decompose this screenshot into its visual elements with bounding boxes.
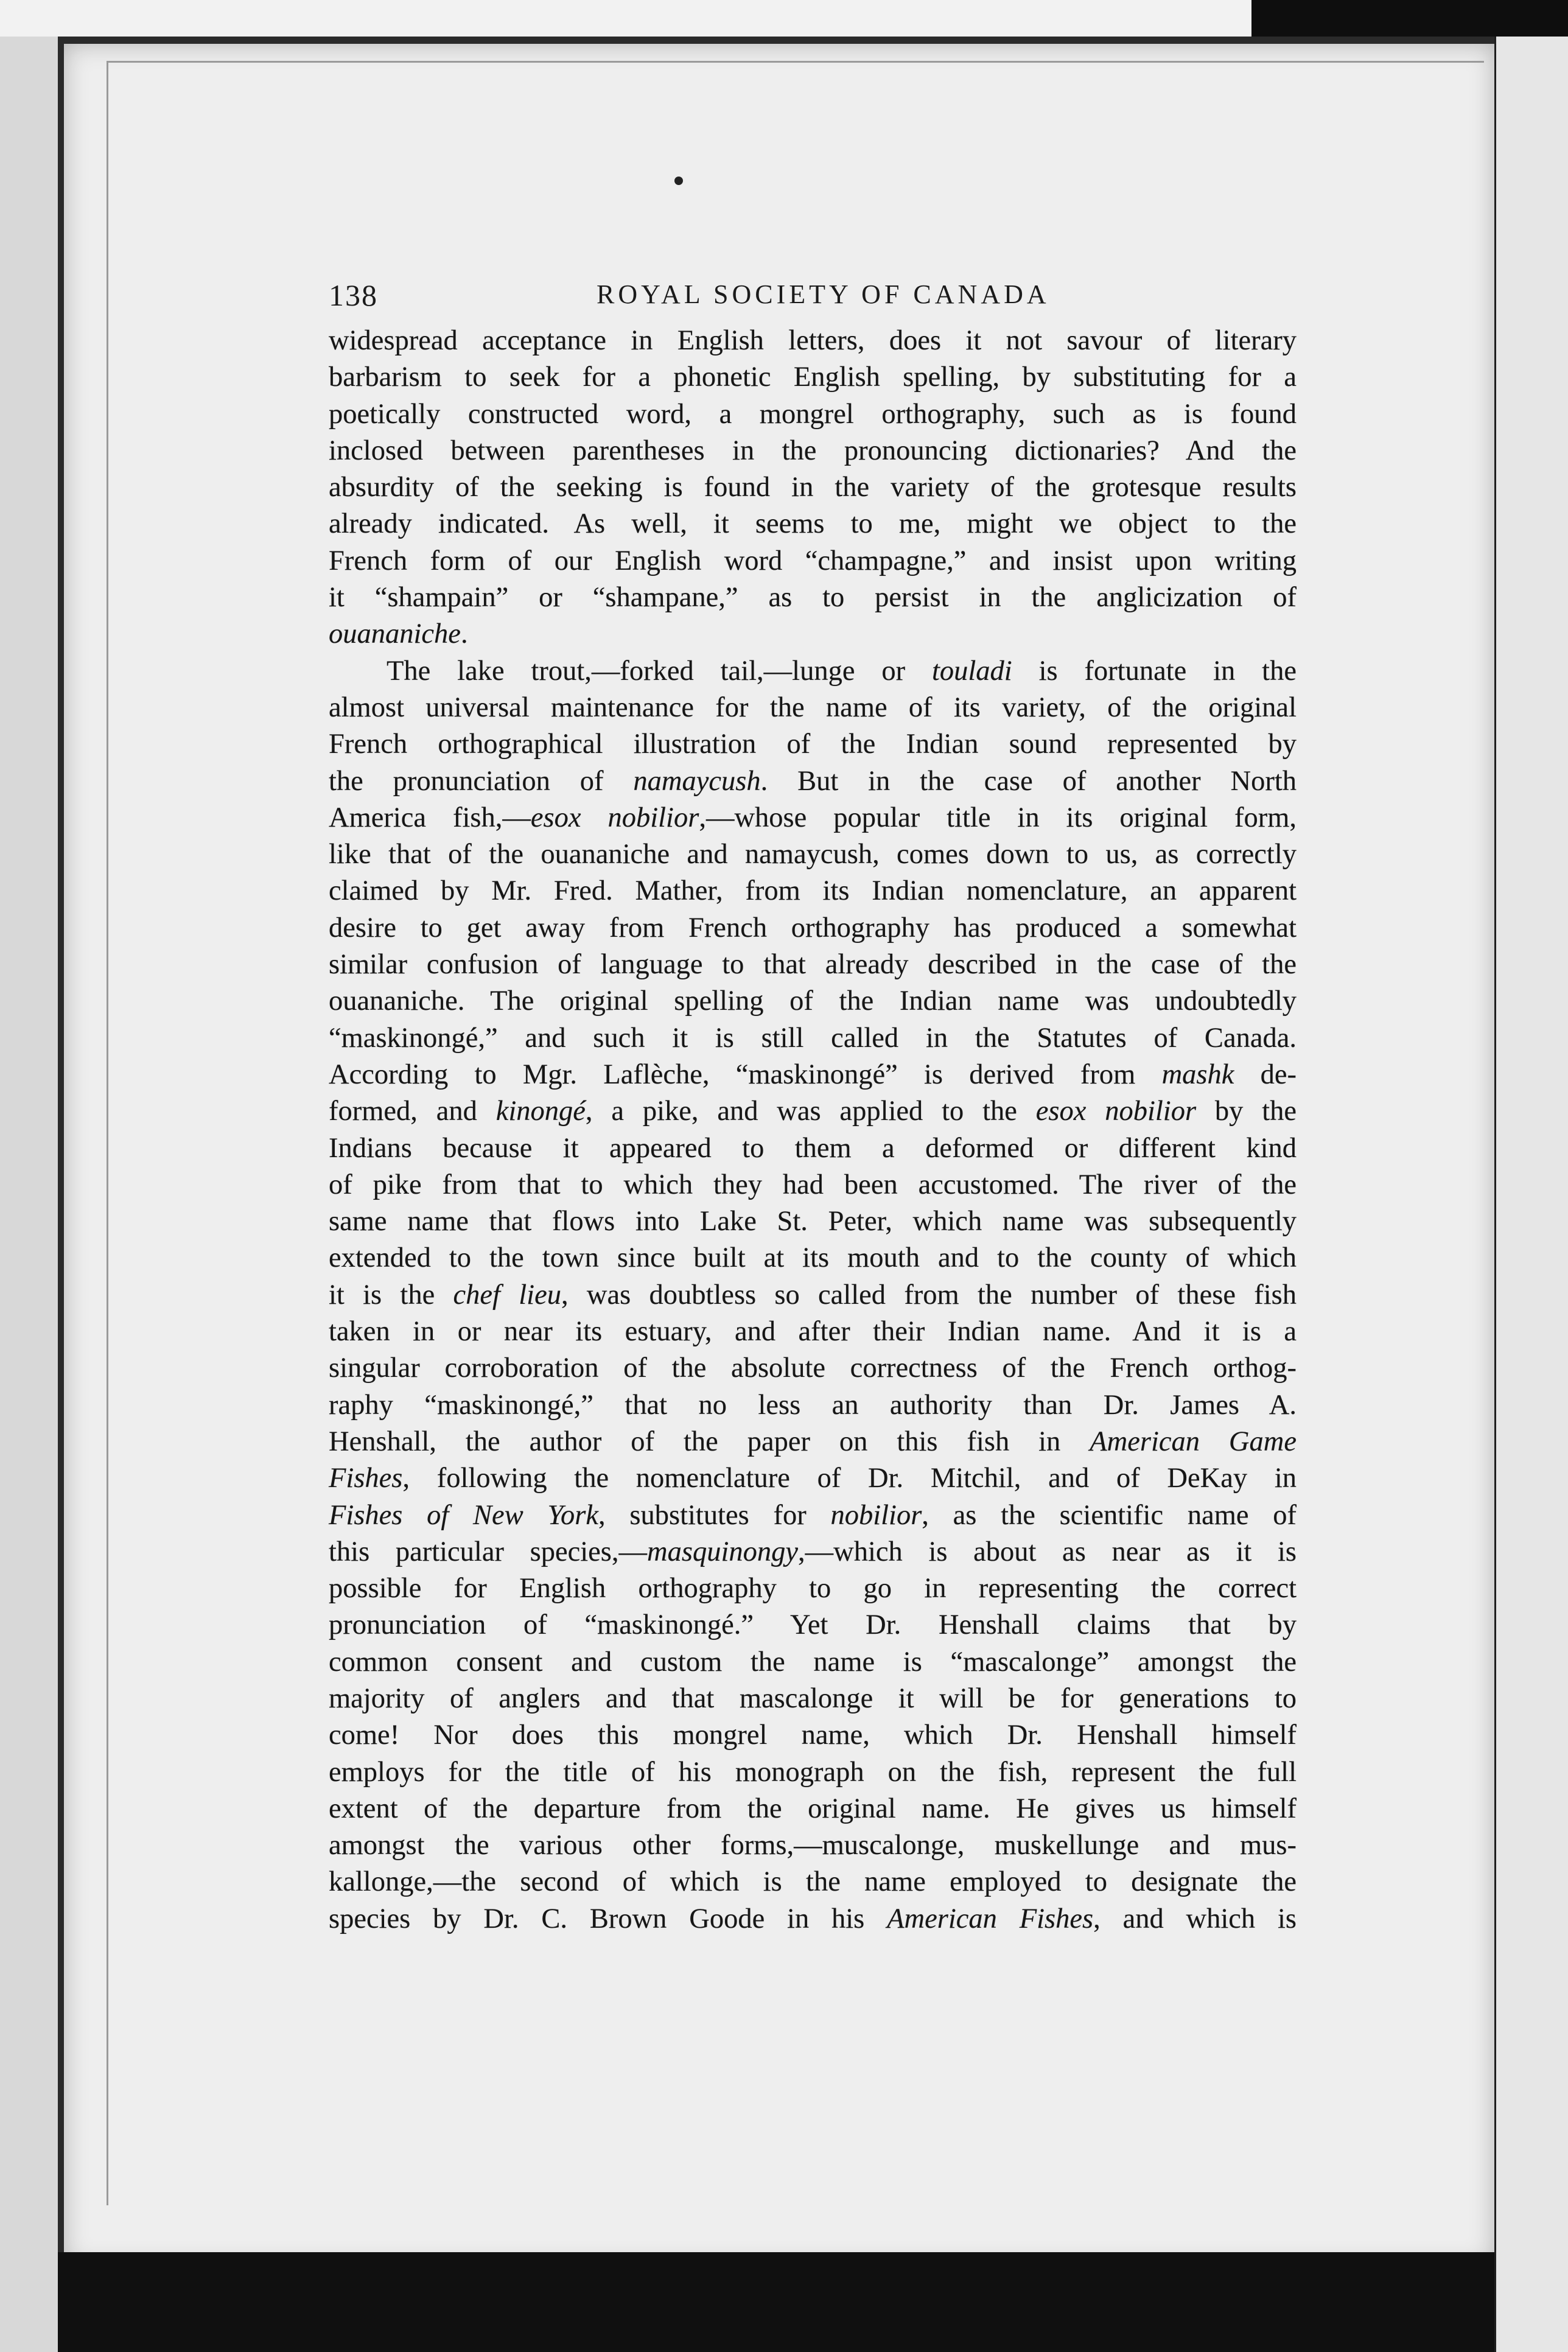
text-run: de-	[1234, 1059, 1297, 1090]
text-line	[329, 800, 1297, 836]
text-run: Henshall, the author of the paper on this fish in	[329, 1426, 1090, 1457]
text-run: taken in or near its estuary, and after their Indian name. And it is a	[329, 1316, 1297, 1348]
text-run: French orthographical illustration of the Indian sound represented by	[329, 729, 1297, 760]
text-run: inclosed between parentheses in the pronouncing dictionaries? And the	[329, 435, 1297, 466]
text-line	[329, 1827, 1297, 1864]
text-line	[329, 1314, 1297, 1350]
scan-bottom-margin	[58, 2252, 1494, 2352]
text-run: , and which is	[1093, 1903, 1297, 1934]
text-run: this particular species,—	[329, 1536, 648, 1567]
text-run: kallonge,—the second of which is the name employed to designate the	[329, 1866, 1297, 1898]
text-run: , a pike, and was applied to the	[585, 1096, 1036, 1127]
text-line	[329, 506, 1297, 542]
text-line	[329, 1424, 1297, 1460]
text-line	[329, 1607, 1297, 1643]
text-run: ,—whose popular title in its original form,	[699, 802, 1297, 833]
text-line	[329, 1754, 1297, 1791]
text-run: Indians because it appeared to them a deformed or different kind	[329, 1132, 1297, 1164]
text-line	[329, 1240, 1297, 1276]
text-run: of pike from that to which they had been accustomed. The river of the	[329, 1169, 1297, 1200]
text-line	[329, 543, 1297, 579]
text-run: the pronunciation of	[329, 765, 634, 797]
text-line	[329, 433, 1297, 469]
text-run: formed, and	[329, 1096, 496, 1127]
text-run: , substitutes for	[598, 1499, 831, 1531]
scan-left-margin	[0, 37, 61, 2352]
text-line	[329, 1460, 1297, 1497]
text-run: employs for the title of his monograph on the fish, represent the full	[329, 1756, 1297, 1788]
text-line	[329, 579, 1297, 616]
text-run: it is the	[329, 1279, 453, 1311]
text-line	[329, 1644, 1297, 1681]
page-number: 138	[329, 278, 378, 312]
text-run: . But in the case of another North	[760, 765, 1297, 797]
italic-text: touladi	[931, 655, 1012, 687]
text-line	[329, 1681, 1297, 1717]
text-run: species by Dr. C. Brown Goode in his	[329, 1903, 887, 1934]
text-line	[329, 873, 1297, 909]
text-run: amongst the various other forms,—muscalonge, muskellunge and mus-	[329, 1830, 1297, 1861]
text-run: , as the scientific name of	[922, 1499, 1297, 1531]
italic-text: Fishes	[329, 1463, 403, 1494]
text-run: widespread acceptance in English letters, does it not savour of literary	[329, 325, 1297, 356]
text-line	[329, 1534, 1297, 1570]
text-line	[329, 690, 1297, 726]
text-line	[329, 1167, 1297, 1203]
running-head: ROYAL SOCIETY OF CANADA	[597, 279, 1050, 309]
text-line	[329, 1901, 1297, 1937]
text-line	[329, 763, 1297, 800]
text-line	[329, 469, 1297, 506]
text-run: common consent and custom the name is “mascalonge” amongst the	[329, 1646, 1297, 1678]
text-run: , following the nomenclature of Dr. Mitchil, and of DeKay in	[402, 1463, 1297, 1494]
italic-text: masquinongy	[647, 1536, 799, 1567]
text-line	[329, 1020, 1297, 1057]
text-line	[329, 323, 1297, 359]
text-run: absurdity of the seeking is found in the variety of the grotesque results	[329, 472, 1297, 503]
text-run: desire to get away from French orthography has produced a somewhat	[329, 912, 1297, 943]
text-run: , was doubtless so called from the number of these fish	[561, 1279, 1297, 1311]
text-line	[329, 1570, 1297, 1607]
text-line	[329, 1497, 1297, 1534]
text-line	[329, 1130, 1297, 1167]
text-line	[329, 396, 1297, 433]
text-run: same name that flows into Lake St. Peter, which name was subsequently	[329, 1206, 1297, 1237]
italic-text: American Fishes	[887, 1903, 1094, 1934]
italic-text: namaycush	[633, 765, 761, 797]
text-run: it “shampain” or “shampane,” as to persist in the anglicization of	[329, 582, 1297, 614]
text-run: singular corroboration of the absolute correctness of the French orthog-	[329, 1353, 1297, 1384]
text-line	[329, 653, 1297, 690]
text-run: extent of the departure from the original name. He gives us himself	[329, 1793, 1297, 1824]
body-text	[329, 323, 1297, 1937]
text-line	[329, 1717, 1297, 1754]
text-line	[329, 1387, 1297, 1424]
text-run: barbarism to seek for a phonetic English spelling, by substituting for a	[329, 362, 1297, 393]
italic-text: ouananiche	[329, 618, 461, 650]
text-run: According to Mgr. Laflèche, “maskinongé” is derived from	[329, 1059, 1162, 1090]
text-run: almost universal maintenance for the name of its variety, of the original	[329, 691, 1297, 723]
italic-text: chef lieu	[453, 1279, 561, 1311]
text-line	[329, 910, 1297, 947]
text-run: pronunciation of “maskinongé.” Yet Dr. Henshall claims that by	[329, 1609, 1297, 1641]
text-line	[329, 1093, 1297, 1130]
text-line	[329, 1864, 1297, 1900]
ink-speck	[674, 177, 683, 185]
text-run: similar confusion of language to that already described in the case of the	[329, 949, 1297, 981]
text-run: poetically constructed word, a mongrel orthography, such as is found	[329, 398, 1297, 430]
text-run: majority of anglers and that mascalonge it will be for generations to	[329, 1682, 1297, 1714]
text-run: extended to the town since built at its mouth and to the county of which	[329, 1242, 1297, 1274]
text-line	[329, 1350, 1297, 1387]
text-line	[329, 359, 1297, 396]
italic-text: kinongé	[495, 1096, 586, 1127]
text-run: come! Nor does this mongrel name, which Dr. Henshall himself	[329, 1720, 1297, 1751]
text-run: raphy “maskinongé,” that no less an authority than Dr. James A.	[329, 1389, 1297, 1421]
text-run: like that of the ouananiche and namaycush, comes down to us, as correctly	[329, 839, 1297, 870]
text-line	[329, 726, 1297, 763]
italic-text: esox nobilior	[530, 802, 699, 833]
text-run: possible for English orthography to go in representing the correct	[329, 1573, 1297, 1605]
adjacent-page-edge	[1491, 37, 1568, 2352]
italic-text: American Game	[1090, 1426, 1297, 1457]
text-run: .	[460, 618, 468, 650]
page-header	[329, 278, 1303, 320]
text-run: French form of our English word “champagne,” and insist upon writing	[329, 545, 1297, 576]
text-run: is fortunate in the	[1012, 655, 1297, 687]
text-line	[329, 1203, 1297, 1240]
italic-text: mashk	[1161, 1059, 1234, 1090]
text-run: ouananiche. The original spelling of the Indian name was undoubtedly	[329, 985, 1297, 1017]
text-line	[329, 983, 1297, 1020]
text-run: The lake trout,—forked tail,—lunge or	[387, 655, 932, 687]
text-line	[329, 1057, 1297, 1093]
text-line	[329, 836, 1297, 873]
text-line	[329, 1791, 1297, 1827]
text-run: ,—which is about as near as it is	[798, 1536, 1297, 1567]
italic-text: nobilior	[830, 1499, 922, 1531]
text-line	[329, 1277, 1297, 1314]
text-line	[329, 616, 1297, 653]
text-run: already indicated. As well, it seems to me, might we object to the	[329, 508, 1297, 540]
text-run: by the	[1196, 1096, 1297, 1127]
text-run: claimed by Mr. Fred. Mather, from its Indian nomenclature, an apparent	[329, 875, 1297, 907]
text-run: “maskinongé,” and such it is still called in the Statutes of Canada.	[329, 1022, 1297, 1054]
text-run: America fish,—	[329, 802, 531, 833]
text-line	[329, 947, 1297, 983]
italic-text: Fishes of New York	[329, 1499, 599, 1531]
italic-text: esox nobilior	[1035, 1096, 1197, 1127]
